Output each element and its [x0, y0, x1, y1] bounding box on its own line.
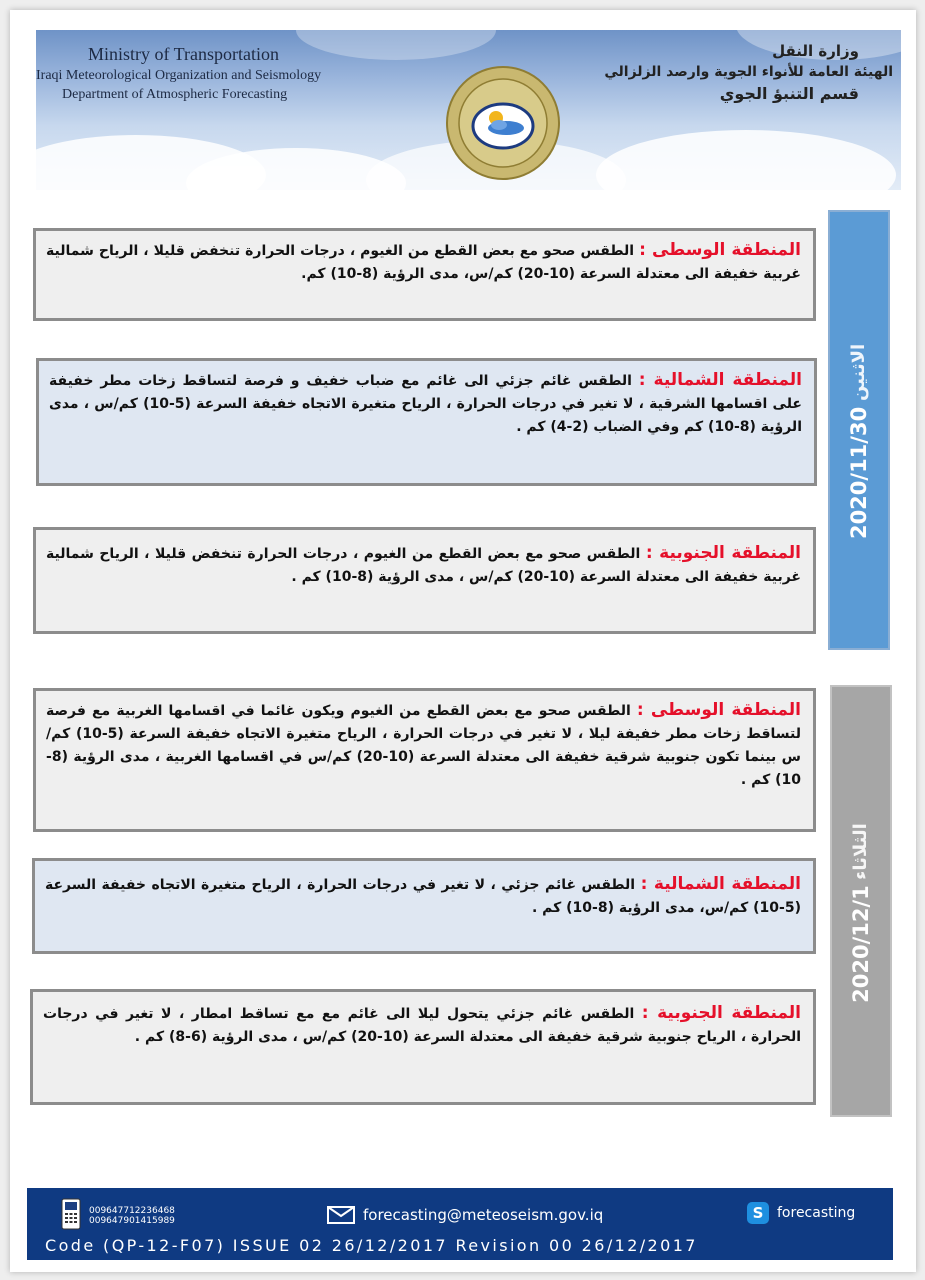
skype-icon: S	[747, 1202, 769, 1224]
organization-name-ar: الهيئة العامة للأنواء الجوية وارصد الزلزالي	[604, 64, 893, 80]
organization-seal-logo	[444, 64, 562, 182]
day-name: الثلاثاء	[850, 823, 871, 880]
region-forecast-text: الطقس صحو مع بعض القطع من الغيوم ، درجات الحرارة تنخفض قليلا ، الرياح شمالية غربية خفيفة الى معتدلة السرعة (10-20) كم/س، مدى الرؤية (8-10) كم.	[46, 243, 801, 282]
forecast-panel	[30, 989, 816, 1105]
region-forecast-text: الطقس غائم جزئي ، لا تغير في درجات الحرارة ، الرياح متغيرة الاتجاه خفيفة السرعة (5-10) كم/س، مدى الرؤية (8-10) كم .	[45, 877, 801, 916]
ministry-name-en: Ministry of Transportation	[88, 44, 280, 64]
skype-name: forecasting	[777, 1205, 856, 1221]
forecast-panel	[33, 527, 816, 634]
region-forecast-text: الطقس غائم جزئي الى غائم مع ضباب خفيف و فرصة لتساقط زخات مطر خفيفة على اقسامها الشرقية ، لا تغير في درجات الحرارة ، الرياح متغيرة الاتجاه خفيفة السرعة (5-10) كم/س ، مدى الرؤية (8-10) كم وفي الضباب (2-4) كم .	[49, 373, 802, 435]
date-bar-day2	[830, 685, 892, 1117]
header-banner	[36, 30, 901, 190]
envelope-icon	[327, 1206, 355, 1224]
forecast-panel	[33, 228, 816, 321]
forecast-panel	[33, 688, 816, 832]
phone-icon	[61, 1198, 81, 1230]
phone-numbers	[89, 1206, 175, 1226]
email-address[interactable]: forecasting@meteoseism.gov.iq	[363, 1206, 604, 1224]
region-name: المنطقة الوسطى :	[639, 240, 802, 260]
department-name-ar: قسم التنبؤ الجوي	[719, 84, 859, 103]
region-name: المنطقة الجنوبية :	[645, 543, 802, 563]
region-name: المنطقة الشمالية :	[638, 370, 802, 390]
phone-number: 009647901415989	[89, 1216, 175, 1226]
region-forecast-text: الطقس صحو مع بعض القطع من الغيوم ، درجات الحرارة تنخفض قليلا ، الرياح شمالية غربية خفيفة الى معتدلة السرعة (10-20) كم/س ، مدى الرؤية (8-10) كم .	[46, 546, 801, 585]
forecast-panel	[32, 858, 816, 954]
region-forecast-text: الطقس صحو مع بعض القطع من الغيوم ويكون غائما في اقسامها الغربية مع فرصة لتساقط زخات مطر خفيفة ليلا ، لا تغير في درجات الحرارة ، الرياح متغيرة الاتجاه خفيفة السرعة (5-10) كم/س بينما تكون جنوبية شرقية خفيفة الى معتدلة السرعة (10-20) كم/س في اقسامها الغربية ، مدى الرؤية (8-10) كم .	[46, 703, 801, 788]
region-name: المنطقة الوسطى :	[636, 700, 801, 720]
forecast-date: 2020/12/1	[849, 885, 873, 1003]
phone-number: 009647712236468	[89, 1206, 175, 1216]
day-name: الاثنين	[848, 344, 869, 402]
date-bar-day1	[828, 210, 890, 650]
skype-contact	[747, 1202, 855, 1224]
ministry-arabic-header	[603, 42, 893, 103]
region-name: المنطقة الشمالية :	[640, 874, 801, 894]
department-name-en: Department of Atmospheric Forecasting	[62, 87, 288, 102]
region-name: المنطقة الجنوبية :	[641, 1003, 801, 1023]
ministry-name-ar: وزارة النقل	[772, 42, 859, 60]
forecast-panel	[36, 358, 817, 486]
region-forecast-text: الطقس غائم جزئي يتحول ليلا الى غائم مع مع تساقط امطار ، لا تغير في درجات الحرارة ، الرياح جنوبية شرقية خفيفة الى معتدلة السرعة (10-20) كم/س ، مدى الرؤية (6-8) كم .	[43, 1006, 801, 1045]
email-contact	[327, 1206, 603, 1224]
ministry-english-header	[36, 44, 366, 103]
document-code-line: Code (QP-12-F07) ISSUE 02 26/12/2017 Revision 00 26/12/2017	[45, 1236, 698, 1255]
organization-name-en: Iraqi Meteorological Organization and Seismology	[36, 68, 322, 83]
footer-bar	[27, 1188, 893, 1260]
forecast-date: 2020/11/30	[847, 407, 871, 540]
